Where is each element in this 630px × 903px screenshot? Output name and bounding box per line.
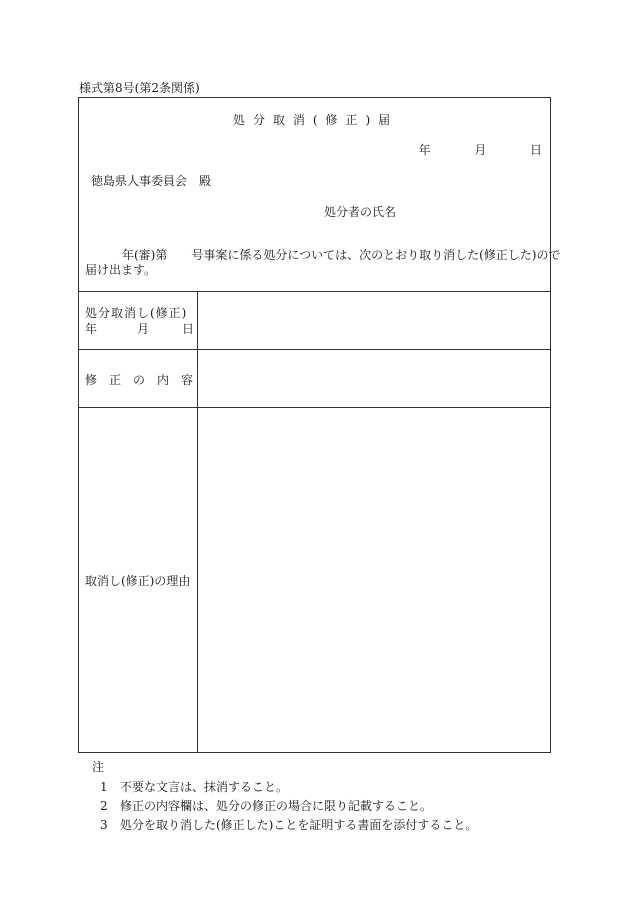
note-number: 1	[100, 780, 108, 794]
reason-row-label: 取消し(修正)の理由	[85, 574, 191, 588]
content-row-label: 修正の内容	[85, 373, 206, 387]
content-row-value[interactable]	[199, 350, 551, 406]
date-row-label-line1: 処分取消し(修正)	[85, 306, 188, 320]
addressee: 徳島県人事委員会 殿	[91, 174, 212, 188]
note-number: 3	[100, 818, 108, 832]
date-day: 日	[529, 143, 542, 157]
date-line	[419, 144, 542, 156]
note-number: 2	[100, 799, 108, 813]
label-column-divider	[197, 291, 198, 753]
date-row-label-day: 日	[182, 322, 195, 336]
body-text-line2: 届け出ます。	[85, 263, 157, 277]
date-row-label-year: 年	[85, 322, 98, 336]
note-text: 修正の内容欄は、処分の修正の場合に限り記載すること。	[120, 799, 433, 813]
note-text: 処分を取り消した(修正した)ことを証明する書面を添付すること。	[120, 818, 478, 832]
form-frame	[78, 97, 561, 753]
note-item	[100, 800, 432, 812]
note-item	[100, 781, 288, 793]
date-year: 年	[418, 143, 431, 157]
date-row-value[interactable]	[199, 292, 551, 348]
note-item	[100, 819, 477, 831]
note-text: 不要な文言は、抹消すること。	[120, 780, 289, 794]
body-text-line1: 年(審)第 号事案に係る処分については、次のとおり取り消した(修正した)ので	[122, 248, 561, 262]
form-title: 処分取消(修正)届	[232, 113, 399, 127]
notes-heading: 注	[92, 760, 105, 774]
applicant-name-label: 処分者の氏名	[324, 205, 397, 219]
date-row-label-month: 月	[137, 322, 150, 336]
reason-row-value[interactable]	[199, 408, 551, 752]
form-number: 様式第8号(第2条関係)	[79, 81, 200, 95]
date-month: 月	[474, 143, 487, 157]
